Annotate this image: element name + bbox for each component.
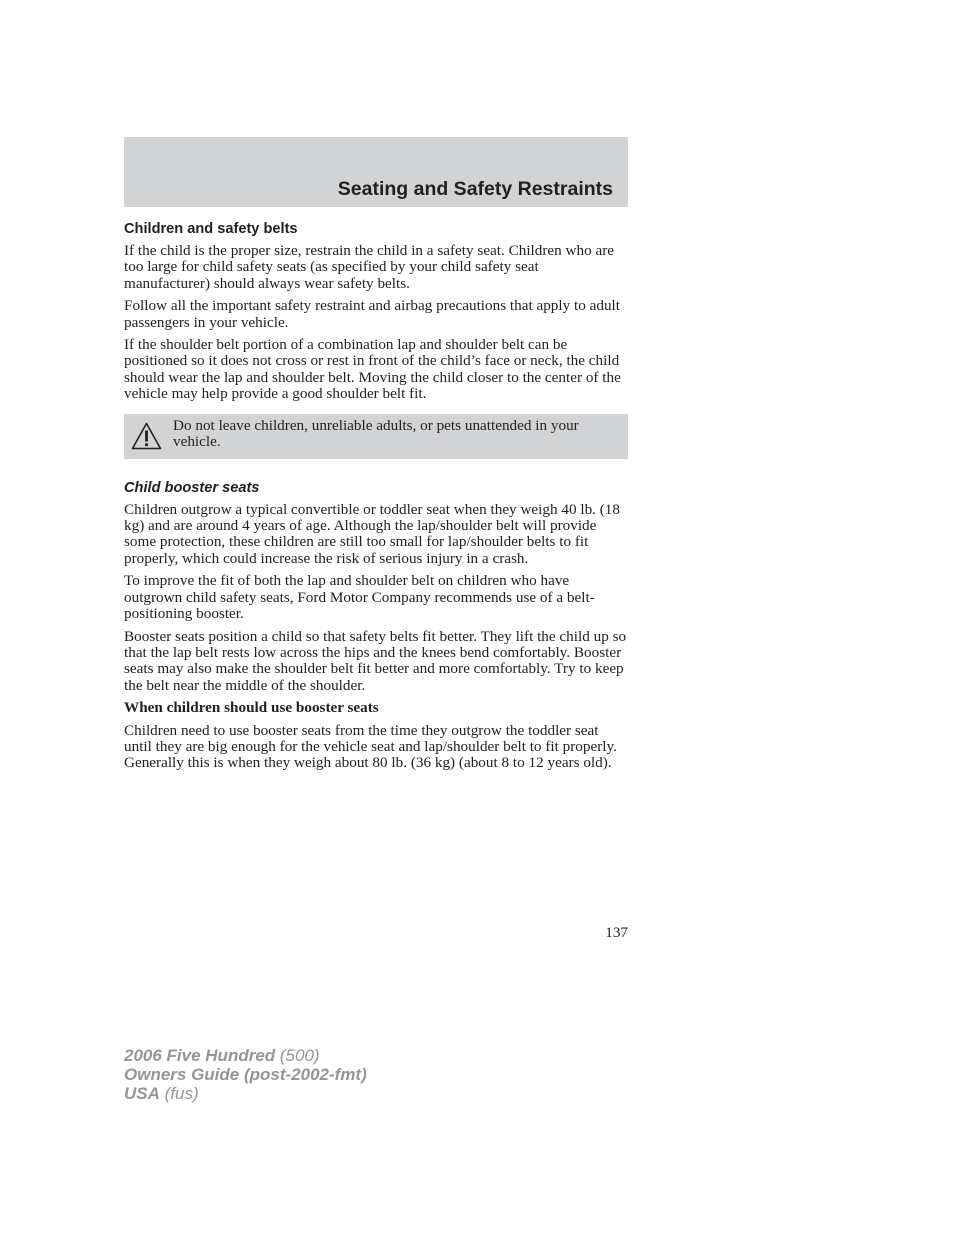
booster-heading: Child booster seats	[124, 479, 260, 496]
paragraph: Children need to use booster seats from the time they outgrow the toddler seat until they are big enough for the vehicle seat and lap/shoulder belt to fit properly. Generally this is when they weigh about 80 lb. (36 kg) (about 8 to 12 years old).	[124, 721, 617, 772]
paragraph: Booster seats position a child so that safety belts fit better. They lift the child up so that the lap belt rests low across the hips and the knees bend comfortably. Booster seats may also make the shoulder belt fit better and more comfortably. Try to keep the belt near the middle of the shoulder.	[124, 627, 627, 694]
warning-box	[124, 414, 628, 459]
footer-guide: Owners Guide (post-2002-fmt)	[124, 1065, 367, 1084]
paragraph: Follow all the important safety restraint and airbag precautions that apply to adult passengers in your vehicle.	[124, 297, 620, 331]
paragraph: If the child is the proper size, restrain the child in a safety seat. Children who are too large for child safety seats (as specified by your child safety seat manufacturer) should always wear safety belts.	[124, 242, 615, 292]
footer-model: 2006 Five Hundred	[124, 1046, 276, 1065]
children-belts-heading: Children and safety belts	[124, 221, 298, 237]
section-title: Seating and Safety Restraints	[337, 178, 613, 200]
footer-line-2	[124, 1065, 367, 1084]
footer-market-code: (fus)	[159, 1084, 199, 1103]
page-content	[124, 220, 628, 778]
footer-market: USA	[124, 1084, 160, 1103]
footer-line-3	[124, 1084, 367, 1103]
section-header-bar	[124, 137, 628, 207]
page-number: 137	[605, 924, 628, 941]
paragraph: If the shoulder belt portion of a combination lap and shoulder belt can be positioned so it does not cross or rest in front of the child’s face or neck, the child should wear the lap and shoulder belt. Moving the child closer to the center of the vehicle may help provide a good shoulder belt fit.	[124, 336, 621, 403]
booster-subheading: When children should use booster seats	[124, 699, 379, 717]
paragraph: Children outgrow a typical convertible or toddler seat when they weigh 40 lb. (18 kg) and are around 4 years of age. Although the lap/shoulder belt will provide some protection, these children are still too small for lap/shoulder belts to fit properly, which could increase the risk of serious injury in a crash.	[124, 500, 620, 567]
paragraph: To improve the fit of both the lap and shoulder belt on children who have outgrown child safety seats, Ford Motor Company recommends use of a belt-positioning booster.	[124, 572, 595, 623]
footer-line-1	[124, 1046, 367, 1065]
footer-model-code: (500)	[275, 1046, 320, 1065]
footer-edition-info	[124, 1046, 367, 1103]
warning-text: Do not leave children, unreliable adults, or pets unattended in your vehicle.	[173, 416, 579, 451]
warning-triangle-icon	[131, 422, 162, 450]
